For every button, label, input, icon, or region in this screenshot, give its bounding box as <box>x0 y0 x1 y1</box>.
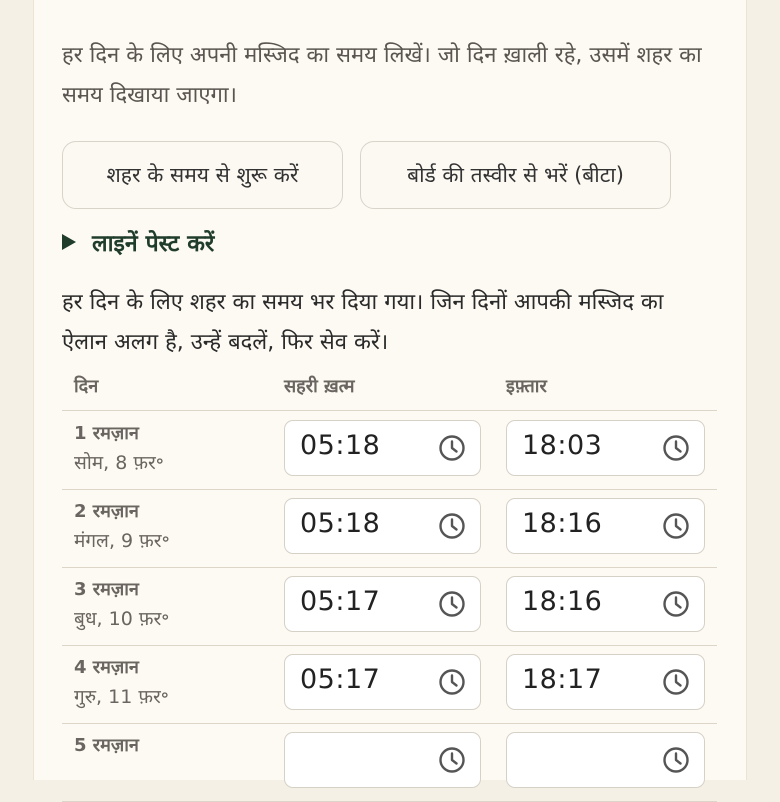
ramadan-day: 4 रमज़ान <box>74 657 139 678</box>
gregorian-date: मंगल, 9 फ़र॰ <box>74 530 170 552</box>
paste-lines-toggle[interactable] <box>62 226 214 258</box>
clock-icon[interactable] <box>438 746 466 774</box>
table-row <box>62 645 717 724</box>
table-row <box>62 723 717 802</box>
ramadan-day: 2 रमज़ान <box>74 501 139 522</box>
sehri-time-input[interactable] <box>284 732 481 788</box>
sehri-time-input[interactable] <box>284 576 481 632</box>
clock-icon[interactable] <box>438 512 466 540</box>
iftar-time-input[interactable] <box>506 420 705 476</box>
ramadan-day: 3 रमज़ान <box>74 579 139 600</box>
gregorian-date: गुरु, 11 फ़र॰ <box>74 686 169 708</box>
status-message: हर दिन के लिए शहर का समय भर दिया गया। जिन दिनों आपकी मस्जिद का ऐलान अलग है, उन्हें बदलें, फिर सेव करें। <box>62 290 664 355</box>
iftar-time-input[interactable] <box>506 498 705 554</box>
start-from-city-times-button[interactable]: शहर के समय से शुरू करें <box>62 141 343 209</box>
clock-icon[interactable] <box>438 668 466 696</box>
sehri-time-value: 05:18 <box>300 430 381 461</box>
column-header-sehri: सहरी ख़त्म <box>284 376 355 397</box>
sehri-time-value: 05:17 <box>300 664 381 695</box>
clock-icon[interactable] <box>662 434 690 462</box>
iftar-time-value: 18:16 <box>522 508 603 539</box>
sehri-time-input[interactable] <box>284 654 481 710</box>
sehri-time-value: 05:17 <box>300 586 381 617</box>
clock-icon[interactable] <box>438 590 466 618</box>
table-row <box>62 411 717 490</box>
gregorian-date: बुध, 10 फ़र॰ <box>74 608 170 630</box>
clock-icon[interactable] <box>438 434 466 462</box>
column-header-iftar: इफ़्तार <box>506 376 547 397</box>
clock-icon[interactable] <box>662 746 690 774</box>
ramadan-day: 5 रमज़ान <box>74 735 139 756</box>
ramadan-day: 1 रमज़ान <box>74 423 139 444</box>
iftar-time-value: 18:17 <box>522 664 603 695</box>
iftar-time-value: 18:03 <box>522 430 603 461</box>
sehri-time-input[interactable] <box>284 420 481 476</box>
triangle-right-icon <box>62 234 76 250</box>
sehri-time-value: 05:18 <box>300 508 381 539</box>
sehri-time-input[interactable] <box>284 498 481 554</box>
iftar-time-input[interactable] <box>506 654 705 710</box>
clock-icon[interactable] <box>662 668 690 696</box>
iftar-time-value: 18:16 <box>522 586 603 617</box>
intro-text: हर दिन के लिए अपनी मस्जिद का समय लिखें। जो दिन ख़ाली रहे, उसमें शहर का समय दिखाया जाएगा। <box>62 43 702 108</box>
fill-from-board-photo-button[interactable]: बोर्ड की तस्वीर से भरें (बीटा) <box>360 141 671 209</box>
gregorian-date: सोम, 8 फ़र॰ <box>74 452 164 474</box>
table-header <box>62 370 717 411</box>
clock-icon[interactable] <box>662 590 690 618</box>
table-row <box>62 489 717 568</box>
paste-lines-label: लाइनें पेस्ट करें <box>92 231 215 257</box>
iftar-time-input[interactable] <box>506 732 705 788</box>
column-header-day: दिन <box>74 376 99 397</box>
iftar-time-input[interactable] <box>506 576 705 632</box>
table-row <box>62 567 717 646</box>
clock-icon[interactable] <box>662 512 690 540</box>
